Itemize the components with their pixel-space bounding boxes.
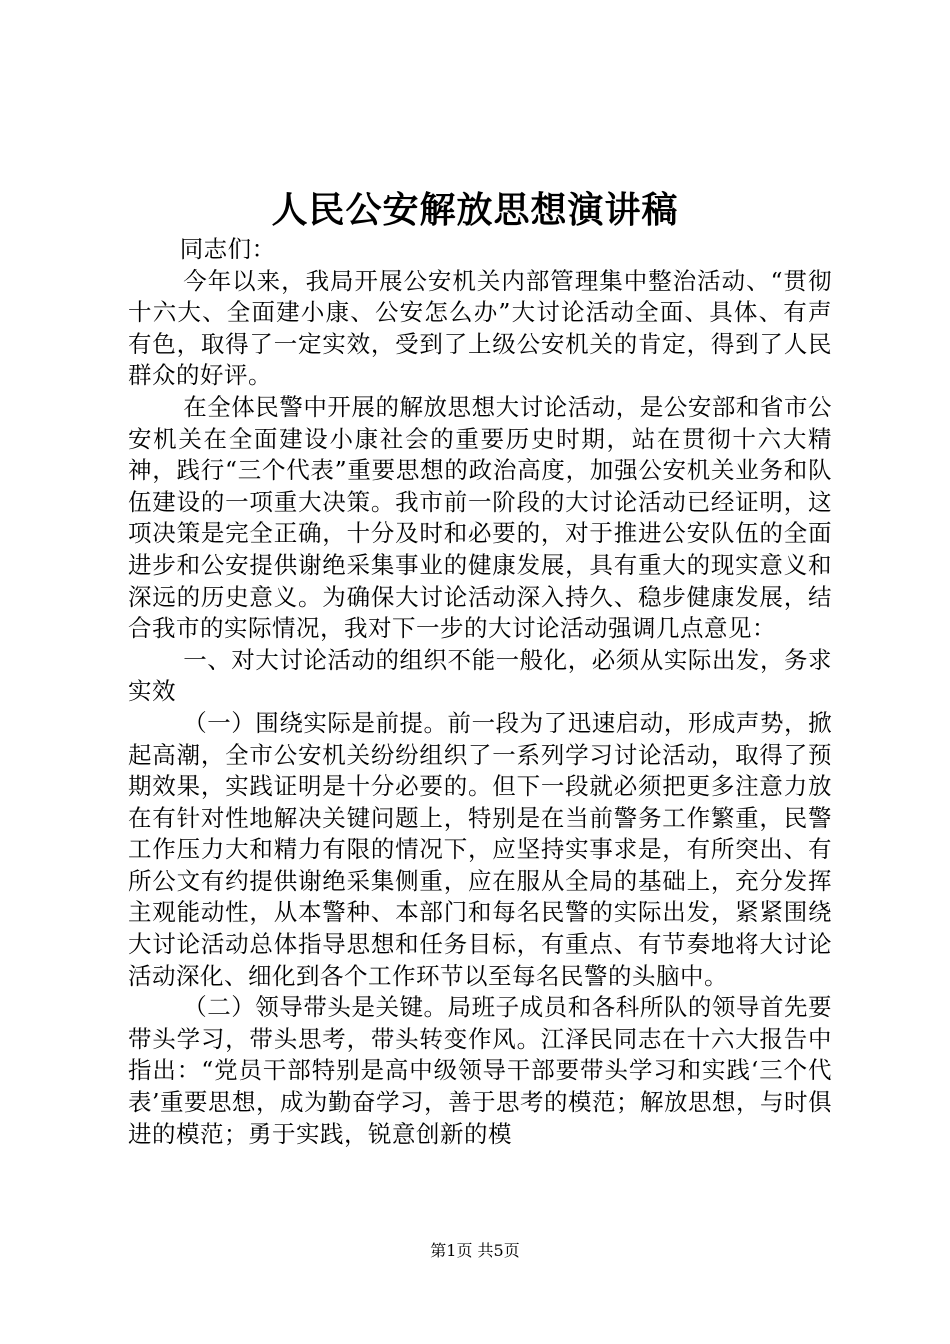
document-body bbox=[128, 234, 832, 1150]
page-footer: 第1页 共5页 bbox=[430, 1241, 520, 1260]
salutation: 同志们： bbox=[179, 235, 276, 263]
paragraph-4: （二）领导带头是关键。局班子成员和各科所队的领导首先要带头学习，带头思考，带头转变作风。江泽民同志在十六大报告中指出：“党员干部特别是高中级领导干部要带头学习和实践‘三个代表’重要思想，成为勤奋学习，善于思考的模范；解放思想，与时俱进的模范；勇于实践，锐意创新的模 bbox=[128, 993, 832, 1148]
document-title: 人民公安解放思想演讲稿 bbox=[271, 189, 679, 231]
paragraph-3: （一）围绕实际是前提。前一段为了迅速启动，形成声势，掀起高潮，全市公安机关纷纷组织了一系列学习讨论活动，取得了预期效果，实践证明是十分必要的。但下一段就必须把更多注意力放在有针对性地解决关键问题上，特别是在当前警务工作繁重，民警工作压力大和精力有限的情况下，应坚持实事求是，有所突出、有所公文有约提供谢绝采集侧重，应在服从全局的基础上，充分发挥主观能动性，从本警种、本部门和每名民警的实际出发，紧紧围绕大讨论活动总体指导思想和任务目标，有重点、有节奏地将大讨论活动深化、细化到各个工作环节以至每名民警的头脑中。 bbox=[128, 708, 832, 990]
paragraph-2: 在全体民警中开展的解放思想大讨论活动，是公安部和省市公安机关在全面建设小康社会的重要历史时期，站在贯彻十六大精神，践行“三个代表”重要思想的政治高度，加强公安机关业务和队伍建设的一项重大决策。我市前一阶段的大讨论活动已经证明，这项决策是完全正确，十分及时和必要的，对于推进公安队伍的全面进步和公安提供谢绝采集事业的健康发展，具有重大的现实意义和深远的历史意义。为确保大讨论活动深入持久、稳步健康发展，结合我市的实际情况，我对下一步的大讨论活动强调几点意见： bbox=[128, 392, 832, 643]
paragraph-1: 今年以来，我局开展公安机关内部管理集中整治活动、“贯彻十六大、全面建小康、公安怎么办”大讨论活动全面、具体、有声有色，取得了一定实效，受到了上级公安机关的肯定，得到了人民群众的好评。 bbox=[128, 266, 832, 390]
section-heading-1: 一、对大讨论活动的组织不能一般化，必须从实际出发，务求实效 bbox=[128, 645, 832, 706]
